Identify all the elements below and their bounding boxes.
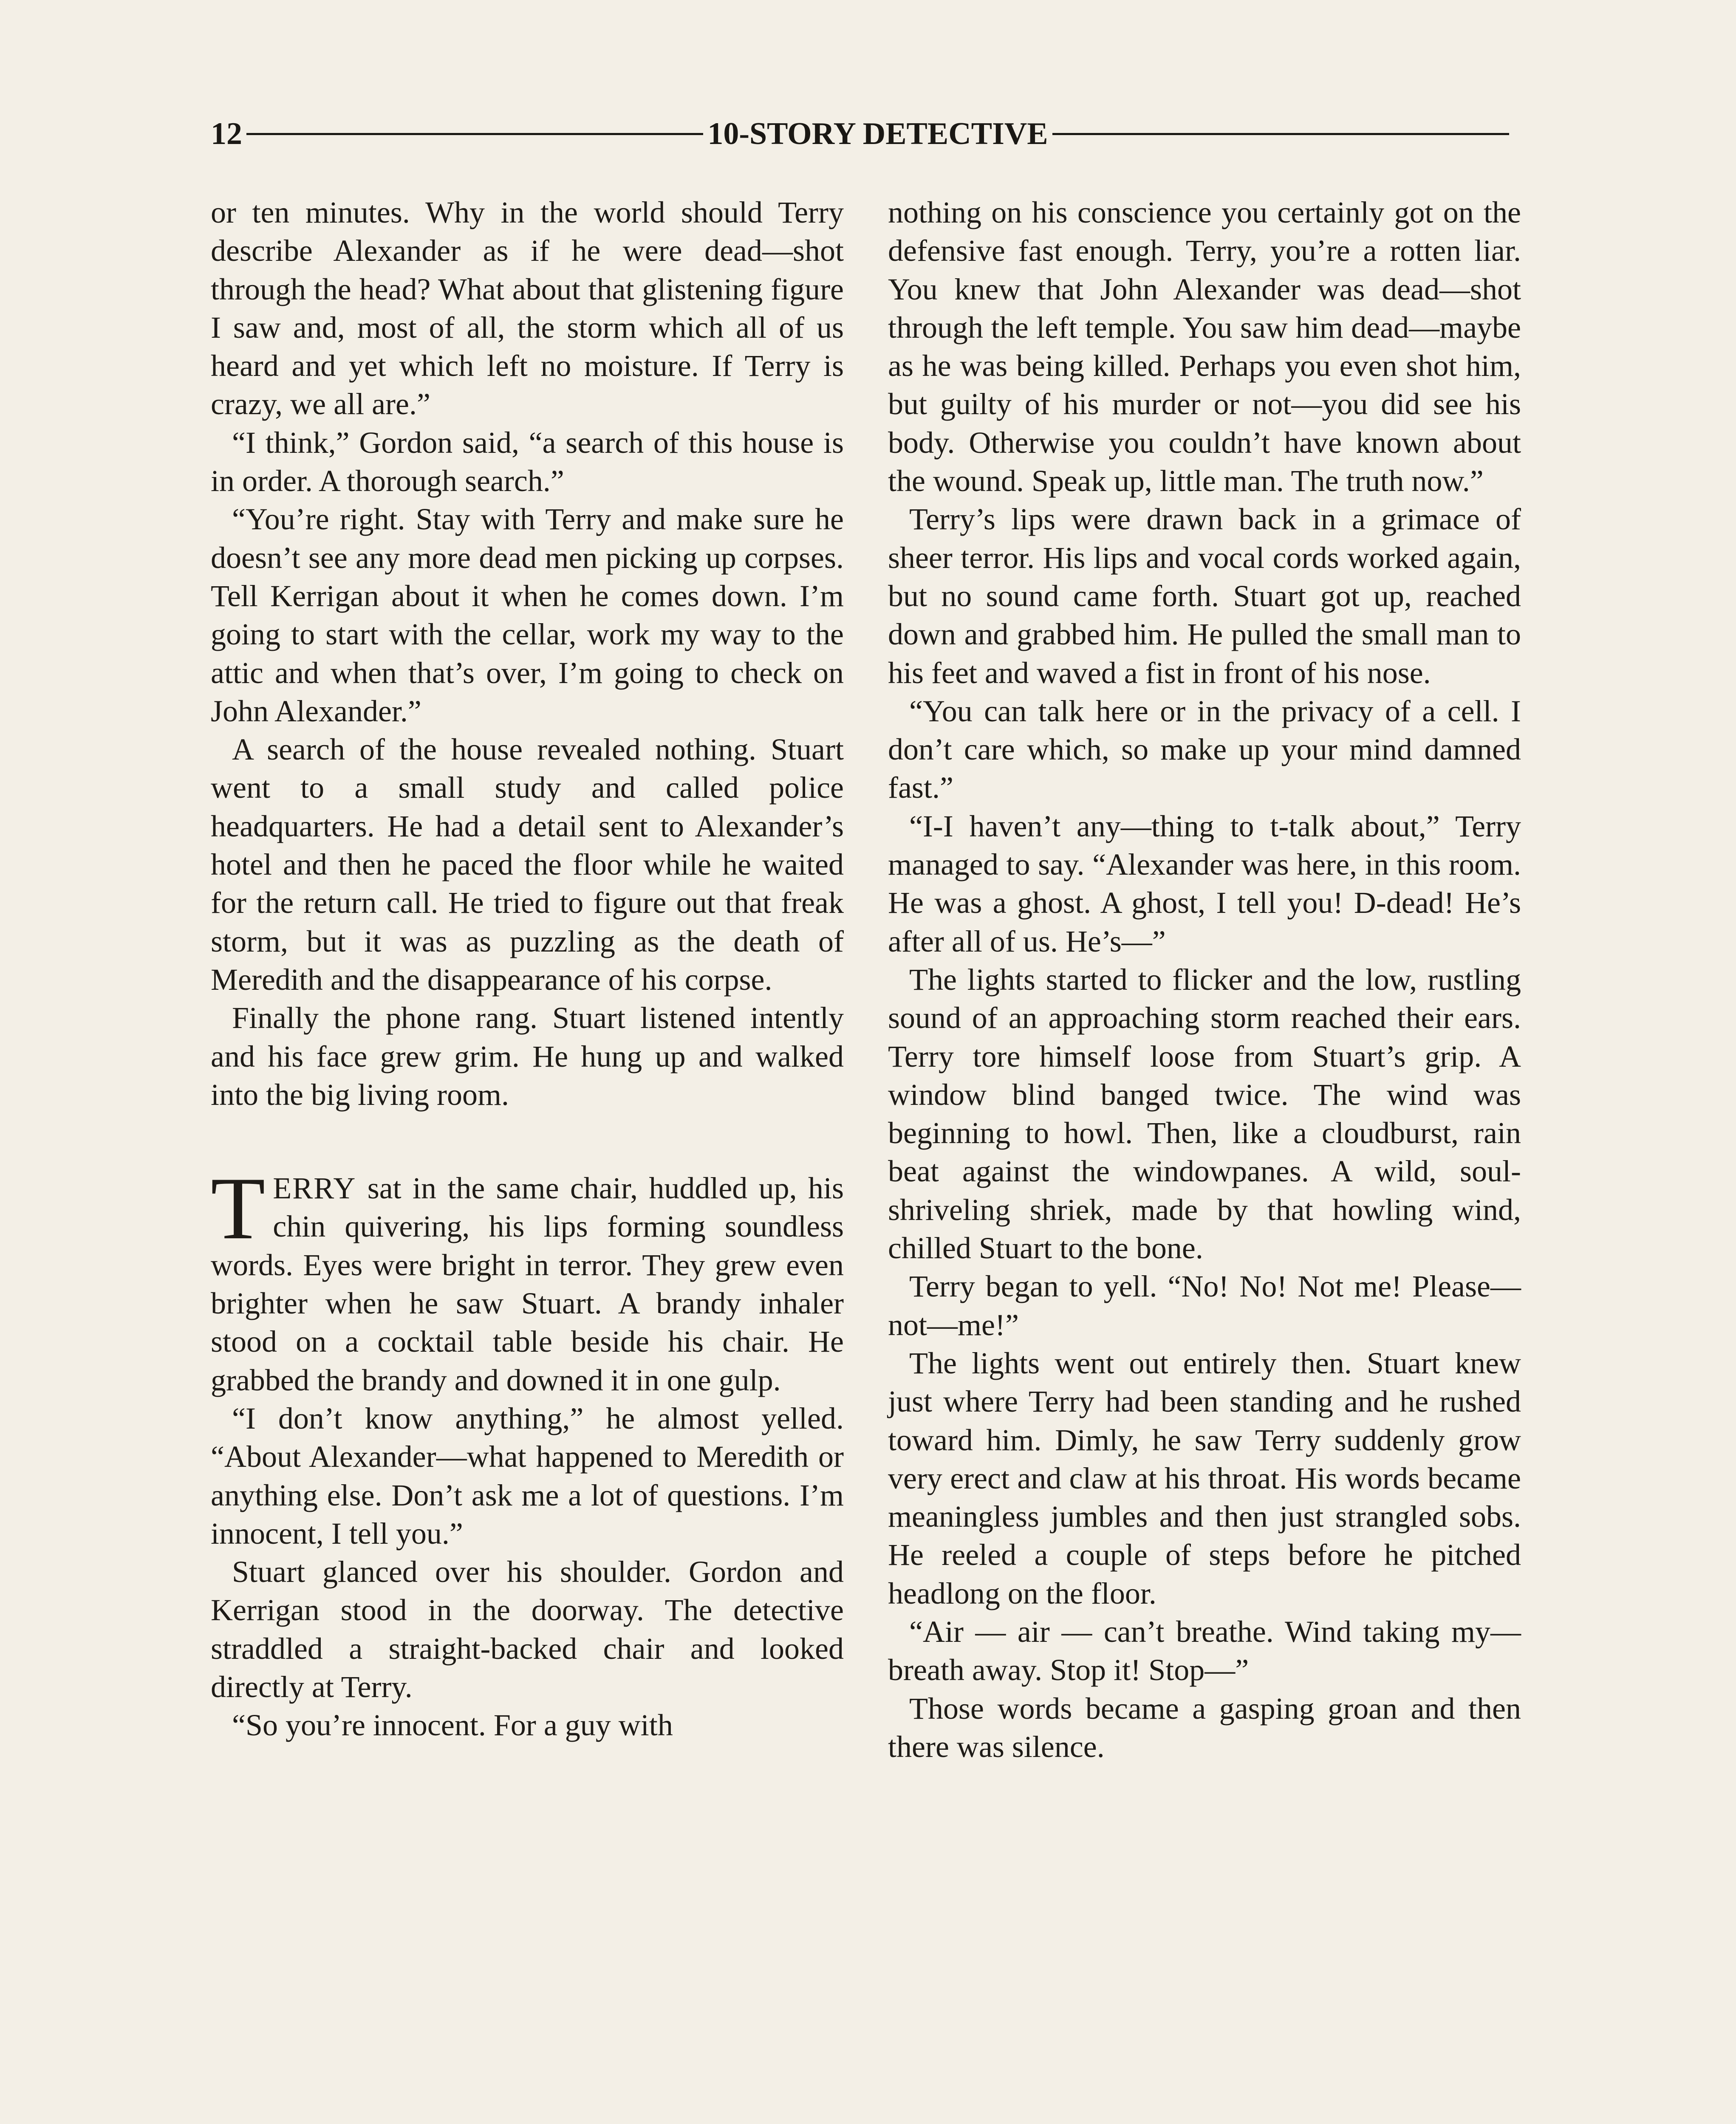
left-column <box>211 193 844 1745</box>
paragraph: Terry’s lips were drawn back in a grimace of sheer terror. His lips and vocal cords worked again, but no sound came forth. Stuart got up, reached down and grabbed him. He pulled the small man to his feet and waved a fist in front of his nose. <box>888 502 1521 690</box>
header-rule-right <box>1052 133 1509 135</box>
paragraph: “You’re right. Stay with Terry and make sure he doesn’t see any more dead men picking up corpses. Tell Kerrigan about it when he comes down. I’m going to start with the cellar, work my way to the attic and when that’s over, I’m going to check on John Alexander.” <box>211 502 844 728</box>
paragraph: The lights went out entirely then. Stuart knew just where Terry had been standing and he rushed toward him. Dimly, he saw Terry suddenly grow very erect and claw at his throat. His words became meaningless jumbles and then just strangled sobs. He reeled a couple of steps before he pitched headlong on the floor. <box>888 1346 1521 1610</box>
paragraph: A search of the house revealed nothing. Stuart went to a small study and called police headquarters. He had a detail sent to Alexander’s hotel and then he paced the floor while he waited for the return call. He tried to figure out that freak storm, but it was as puzzling as the death of Meredith and the disappearance of his corpse. <box>211 732 844 997</box>
paragraph: “I don’t know anything,” he almost yelled. “About Alexander—what happened to Meredith or anything else. Don’t ask me a lot of questions. I’m innocent, I tell you.” <box>211 1401 844 1551</box>
paragraph: Stuart glanced over his shoulder. Gordon and Kerrigan stood in the doorway. The detective straddled a straight-backed chair and looked directly at Terry. <box>211 1555 844 1704</box>
paragraph: “So you’re innocent. For a guy with <box>232 1708 673 1743</box>
running-header <box>211 115 1509 153</box>
paragraph: Terry began to yell. “No! No! Not me! Please—not—me!” <box>888 1269 1521 1342</box>
magazine-title: 10-STORY DETECTIVE <box>707 116 1048 151</box>
section-opening-paragraph <box>211 1159 844 1399</box>
small-caps-word: ERRY <box>273 1171 356 1206</box>
paragraph: “You can talk here or in the privacy of a cell. I don’t care which, so make up your mind damned fast.” <box>888 694 1521 805</box>
right-column <box>888 193 1521 1766</box>
section-text: sat in the same chair, huddled up, his chin quivering, his lips forming soundless words. Eyes were bright in terror. They grew even brighter when he saw Stuart. A brandy inhaler stood on a cocktail table beside his chair. He grabbed the brandy and downed it in one gulp. <box>211 1171 844 1397</box>
paragraph: or ten minutes. Why in the world should Terry describe Alexander as if he were dead—shot through the head? What about that glistening figure I saw and, most of all, the storm which all of us heard and yet which left no moisture. If Terry is crazy, we all are.” <box>211 195 844 421</box>
paragraph: “I-I haven’t any—thing to t-talk about,” Terry managed to say. “Alexander was here, in this room. He was a ghost. A ghost, I tell you! D-dead! He’s after all of us. He’s—” <box>888 809 1521 958</box>
paragraph: “Air — air — can’t breathe. Wind taking my—breath away. Stop it! Stop—” <box>888 1614 1521 1687</box>
paragraph: Finally the phone rang. Stuart listened intently and his face grew grim. He hung up and walked into the big living room. <box>211 1001 844 1112</box>
paragraph: The lights started to flicker and the low, rustling sound of an approaching storm reached their ears. Terry tore himself loose from Stuart’s grip. A window blind banged twice. The wind was beginning to howl. Then, like a cloudburst, rain beat against the windowpanes. A wild, soul-shriveling shriek, made by that howling wind, chilled Stuart to the bone. <box>888 962 1521 1265</box>
paragraph: “I think,” Gordon said, “a search of this house is in order. A thorough search.” <box>211 425 844 498</box>
drop-cap: T <box>211 1159 266 1258</box>
page-number: 12 <box>211 116 242 151</box>
header-rule-left <box>246 133 703 135</box>
paragraph: Those words became a gasping groan and then there was silence. <box>888 1691 1521 1764</box>
paragraph: nothing on his conscience you certainly got on the defensive fast enough. Terry, you’re a rotten liar. You knew that John Alexander was dead—shot through the left temple. You saw him dead—maybe as he was being killed. Perhaps you even shot him, but guilty of his murder or not—you did see his body. Otherwise you couldn’t have known about the wound. Speak up, little man. The truth now.” <box>888 195 1521 498</box>
